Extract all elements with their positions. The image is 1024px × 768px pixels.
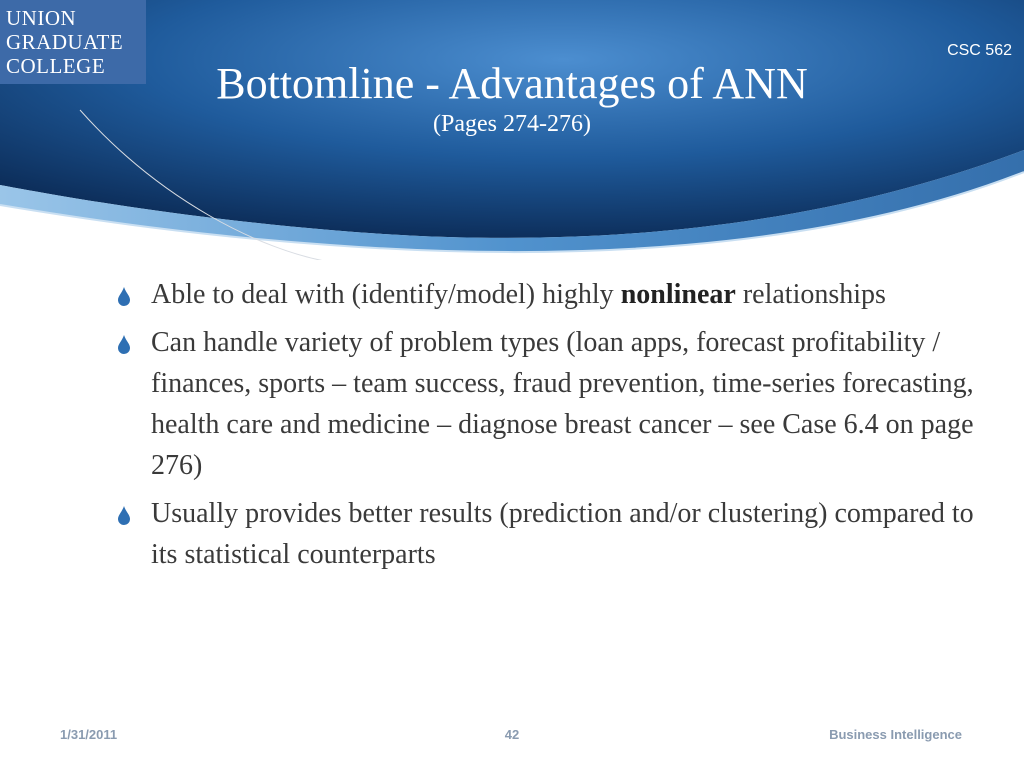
drop-bullet-icon <box>116 334 132 354</box>
bullet-item <box>116 493 996 575</box>
footer-course-name: Business Intelligence <box>829 727 962 742</box>
course-code: CSC 562 <box>947 42 1012 59</box>
drop-bullet-icon <box>116 286 132 306</box>
slide-title-block <box>0 58 1024 138</box>
bullet-text: Usually provides better results (prediction and/or clustering) compared to its statistical counterparts <box>151 498 974 570</box>
drop-bullet-icon <box>116 505 132 525</box>
bullet-item <box>116 274 996 315</box>
bullet-emphasis: nonlinear <box>620 279 736 310</box>
bullet-item <box>116 322 996 486</box>
logo-line: UNION <box>6 6 77 30</box>
footer-page-number: 42 <box>504 727 520 742</box>
bullet-list <box>116 274 996 582</box>
logo-line: GRADUATE <box>6 30 124 54</box>
logo-line: COLLEGE <box>6 54 106 78</box>
bullet-text-tail: relationships <box>735 279 886 310</box>
bullet-text: Can handle variety of problem types (loan apps, forecast profitability / finances, sports – team success, fraud prevention, time-series forecasting, health care and medicine – diagnose breast cancer – see Case 6.4 on page 276) <box>151 327 974 481</box>
slide-title: Bottomline - Advantages of ANN <box>216 59 808 108</box>
footer-date: 1/31/2011 <box>60 727 118 742</box>
slide-subtitle: (Pages 274-276) <box>433 111 591 137</box>
bullet-text: Able to deal with (identify/model) highly <box>151 279 621 310</box>
